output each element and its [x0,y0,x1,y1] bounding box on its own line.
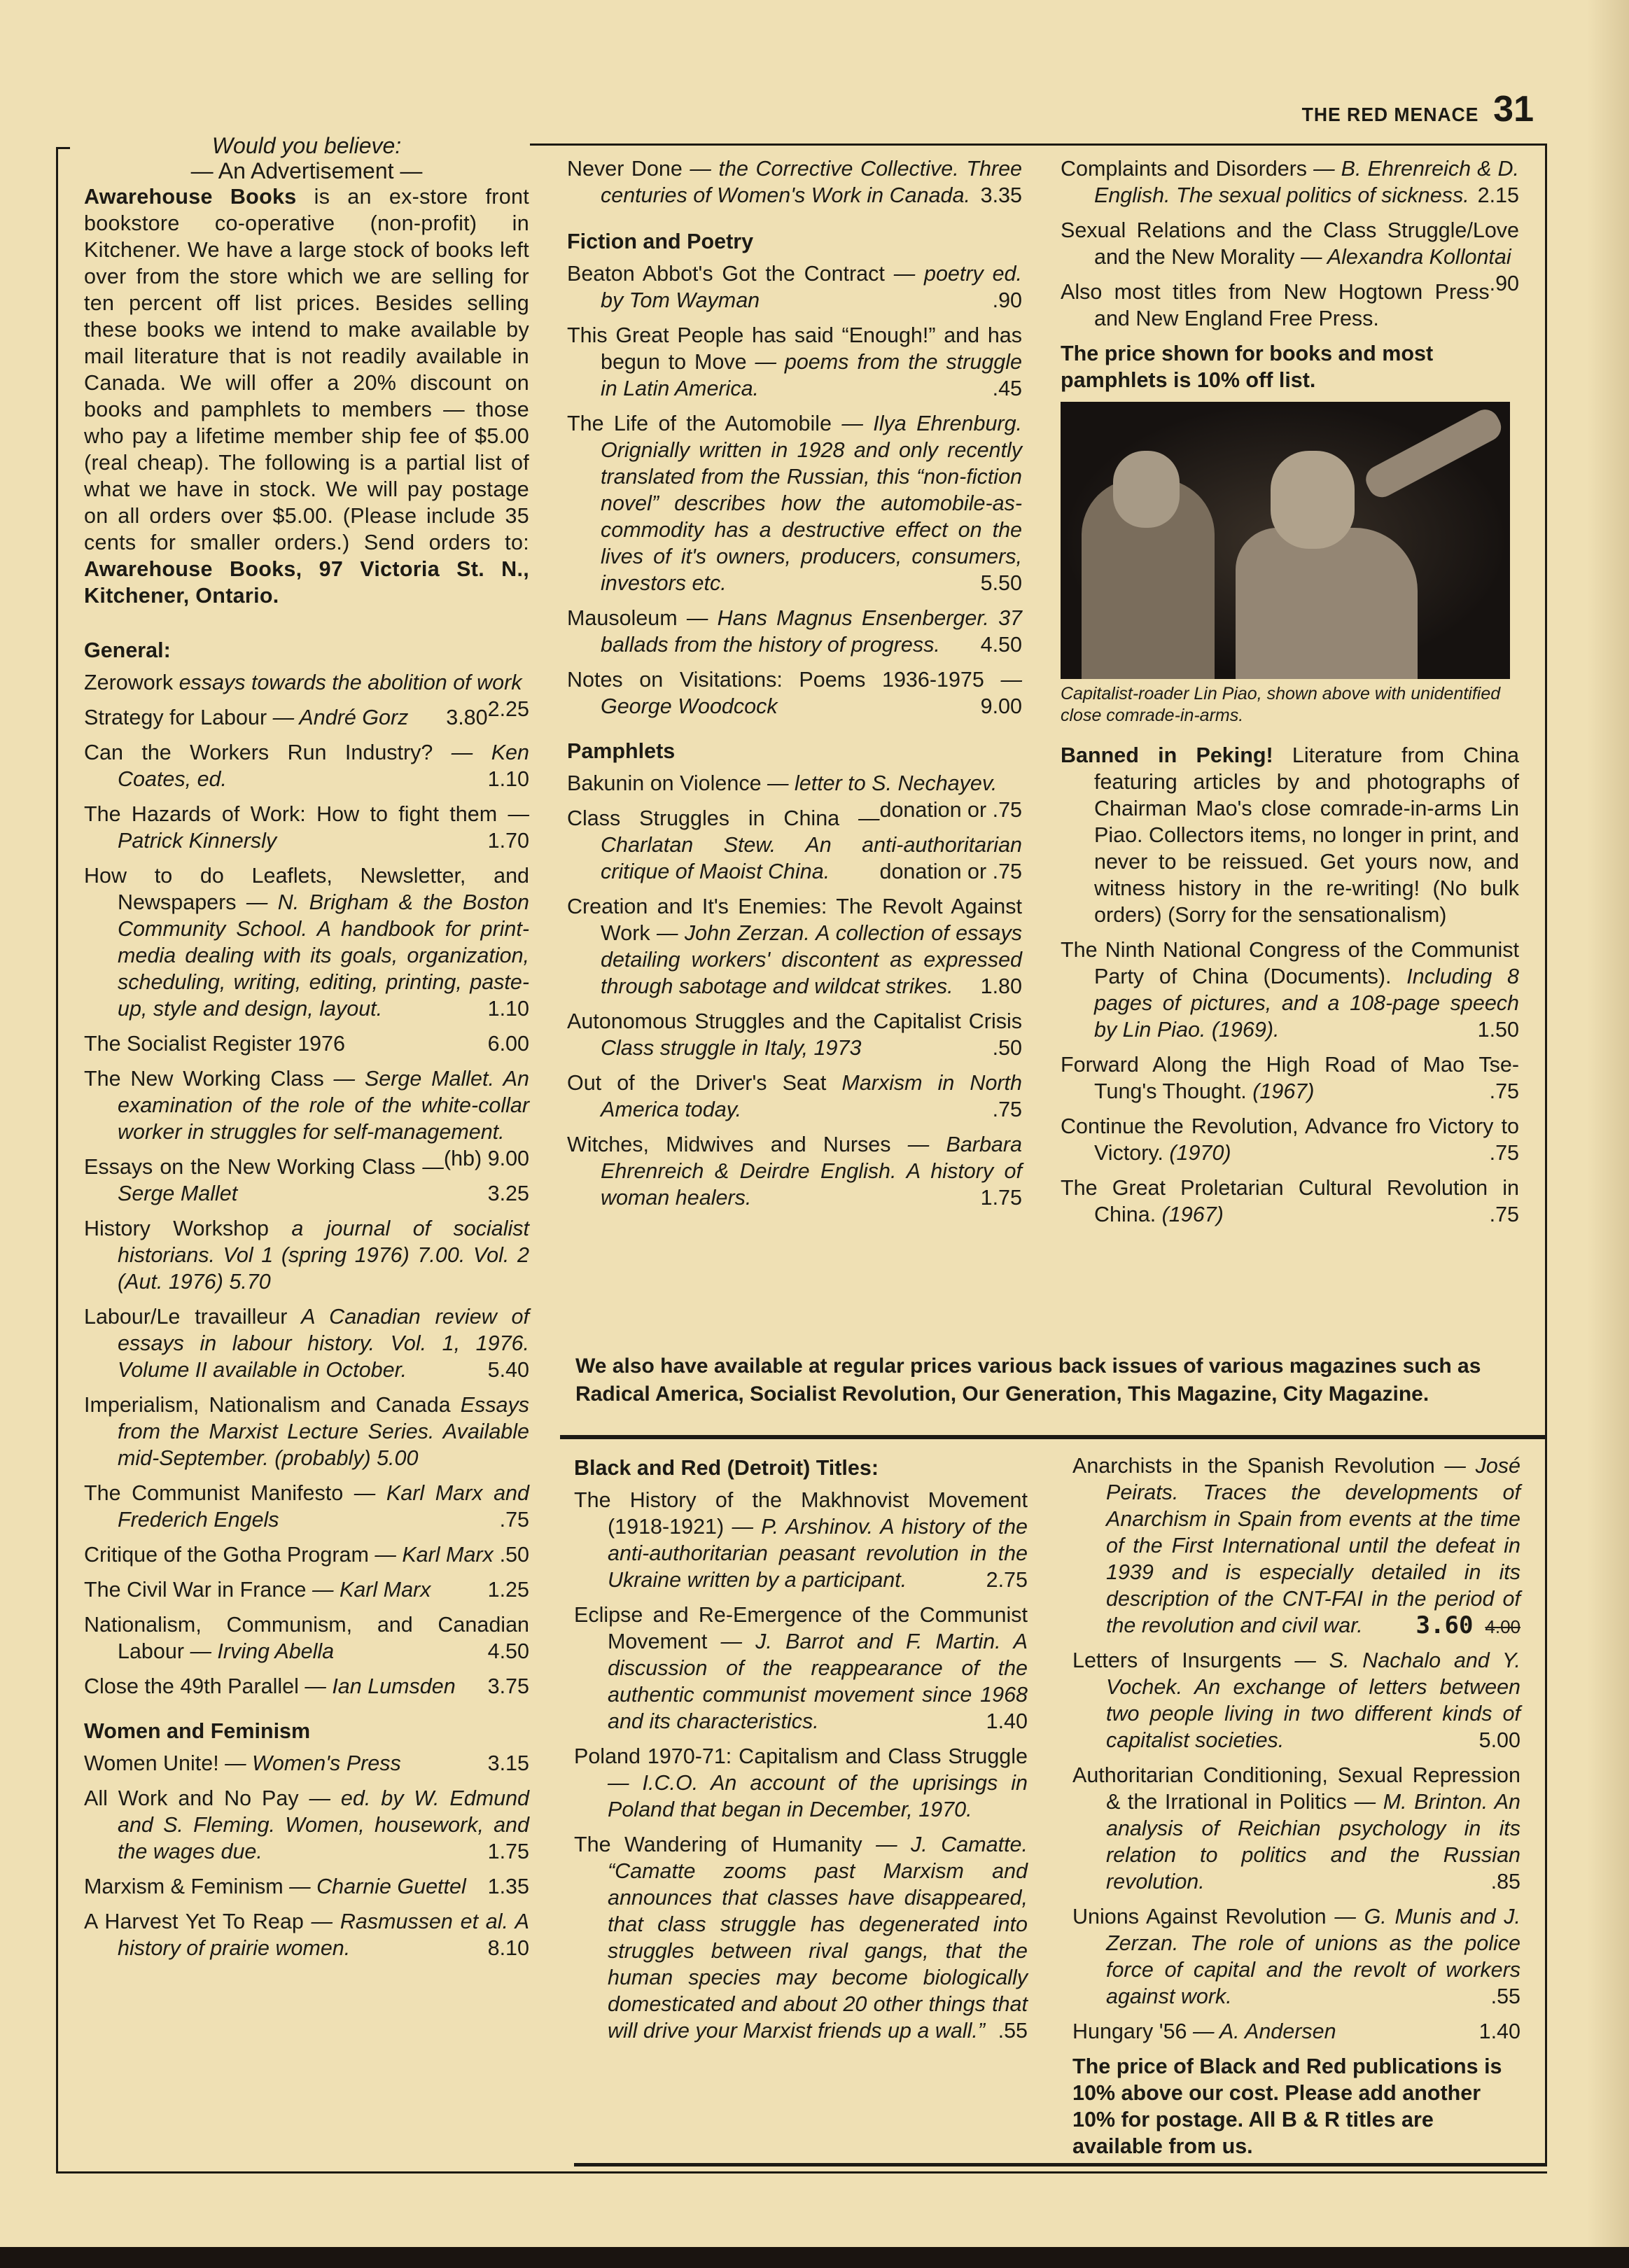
black-red-list [574,1487,1028,2044]
item-title: Critique of the Gotha Program [84,1543,369,1567]
item-price: 5.50 [980,571,1022,595]
item-title: Complaints and Disorders [1061,157,1308,181]
list-item [84,1611,529,1665]
item-desc: Including 8 pages of pictures, and a 108-page speech by Lin Piao. (1969). [1094,965,1520,1042]
list-item [84,1030,529,1057]
item-desc: — Karl Marx [306,1578,431,1602]
photo-caption: Capitalist-roader Lin Piao, shown above with unidentified close comrade-in-arms. [1061,684,1501,725]
item-title: Strategy for Labour [84,706,267,729]
intro-body: is an ex-store front bookstore co-operative (non-profit) in Kitchener. We have a large stock of books left over from the store which we are selling for ten percent off list prices. Besides selling these books we intend to make available by mail literature that is not readily available in Canada. We will offer a 20% discount on books and pamphlets to members — those who pay a lifetime member ship fee of $5.00 (real cheap). The following is a partial list of what we have in stock. We will pay postage on all orders over $5.00. (Please include 35 cents for smaller orders.) Send orders to: [84,185,529,554]
scan-bottom-band [0,2247,1629,2268]
frame-left-rule [56,147,58,2174]
list-item [84,1750,529,1777]
list-item-anarchists-spanish-revolution [1072,1452,1520,1639]
item-title: All Work and No Pay [84,1786,299,1810]
item-desc: Essays from the Marxist Lecture Series. Available mid-September. (probably) 5.00 [118,1393,530,1470]
advert-kicker: Would you believe: [211,133,402,158]
item-price: .55 [998,2019,1028,2043]
struck-price: 4.00 [1485,1616,1520,1637]
item-price: .50 [499,1543,529,1567]
item-desc: — Women's Press [218,1751,401,1775]
women-list [84,1750,529,1961]
item-desc: Marxism in North America today. [601,1071,1022,1121]
item-desc: — John Zerzan. A collection of essays detailing workers' discontent as expressed through sabotage and wildcat strikes. [601,921,1022,998]
item-price: 5.00 [1478,1728,1520,1752]
list-item [574,1831,1028,2044]
item-title: Women Unite! [84,1751,219,1775]
list-item [84,1873,529,1900]
item-desc: — A. Andersen [1187,2019,1336,2043]
item-desc: — George Woodcock [601,668,1022,718]
list-item [84,739,529,792]
list-item [567,410,1022,596]
item-title: Nationalism, Communism, and Canadian Labour [84,1613,529,1663]
page-number: 31 [1493,89,1534,130]
item-desc: — poetry ed. by Tom Wayman [601,262,1022,312]
item-price: donation or .75 [879,860,1022,883]
list-item [84,1908,529,1961]
list-item [84,1392,529,1471]
store-address: Awarehouse Books, 97 Victoria St. N., Kitchener, Ontario. [84,557,529,608]
general-list [84,669,529,1700]
item-desc: — Barbara Ehrenreich & Deirdre English. A history of woman healers. [601,1133,1022,1210]
item-price: 1.75 [487,1840,529,1863]
item-desc: a journal of socialist historians. Vol 1 (spring 1976) 7.00. Vol. 2 (Aut. 1976) 5.70 [118,1217,529,1294]
item-price: 3.75 [487,1674,529,1698]
list-item [567,893,1022,1000]
item-title: Witches, Midwives and Nurses [567,1133,891,1156]
item-title: Sexual Relations and the Class Struggle/Love and the New Morality [1061,218,1519,269]
list-item [574,1743,1028,1823]
black-red-list-continued [1072,1647,1520,2045]
item-desc: — P. Arshinov. A history of the anti-authoritarian peasant revolution in the Ukraine written by a participant. [608,1515,1028,1592]
item-title: The Communist Manifesto [84,1481,344,1505]
item-price: 9.00 [980,694,1022,718]
banned-heading: Banned in Peking! [1061,743,1273,767]
item-title: The Hazards of Work: How to fight them [84,802,498,826]
item-desc: — André Gorz [267,706,409,729]
list-item [84,1215,529,1295]
item-title: Notes on Visitations: Poems 1936-1975 [567,668,984,692]
item-desc: — Hans Magnus Ensenberger. 37 ballads from the history of progress. [601,606,1022,657]
item-title: The Civil War in France [84,1578,307,1602]
item-desc: — poems from the struggle in Latin America. [601,350,1022,400]
item-title: Autonomous Struggles and the Capitalist Crisis [567,1009,1022,1033]
section-divider-rule [560,1435,1547,1439]
china-list [1061,937,1519,1228]
item-price: 2.75 [986,1568,1028,1592]
photo-lin-piao-mao [1061,402,1510,679]
item-price: 1.50 [1477,1018,1519,1042]
item-desc: A Canadian review of essays in labour history. Vol. 1, 1976. Volume II available in October. [118,1305,529,1382]
list-item [567,155,1022,209]
fiction-list [567,260,1022,720]
photo-figure-right [1236,528,1418,679]
list-item [567,1131,1022,1211]
item-title: Bakunin on Violence [567,771,762,795]
item-title: How to do Leaflets, Newsletter, and Newspapers [84,864,529,914]
item-title: A Harvest Yet To Reap [84,1910,304,1933]
list-item [84,1303,529,1383]
list-item [1061,937,1519,1043]
section-heading-black-red: Black and Red (Detroit) Titles: [574,1456,879,1480]
item-desc: — S. Nachalo and Y. Vochek. An exchange of letters between two people living in two different kinds of capitalist societies. [1106,1648,1520,1752]
frame-right-rule [1545,144,1547,2163]
list-item [1072,1762,1520,1895]
item-title: Anarchists in the Spanish Revolution [1072,1454,1435,1478]
women-list-continued [567,155,1022,209]
page-header [1297,89,1534,130]
item-price: 1.35 [487,1875,529,1898]
list-item [574,1602,1028,1735]
item-price: 2.15 [1477,183,1519,207]
frame-bottom-rule [56,2171,1547,2174]
item-price: 5.40 [487,1358,529,1382]
photo-head-left [1113,451,1180,528]
item-desc: — Serge Mallet [118,1155,444,1205]
item-desc: — Charlatan Stew. An anti-authoritarian critique of Maoist China. [601,806,1022,883]
list-item [567,666,1022,720]
list-item [84,704,529,731]
list-item [1061,1175,1519,1228]
item-title: Imperialism, Nationalism and Canada [84,1393,451,1417]
section-heading-women: Women and Feminism [84,1719,311,1743]
item-price: 4.50 [487,1639,529,1663]
item-title: The Ninth National Congress of the Communist Party of China (Documents). [1061,938,1519,988]
section-heading-fiction: Fiction and Poetry [567,230,754,253]
item-title: The History of the Makhnovist Movement (1918-1921) [574,1488,1028,1539]
item-title: Can the Workers Run Industry? [84,741,433,764]
item-price: 2.25 [487,697,529,721]
list-item [1061,155,1519,209]
item-title: Letters of Insurgents [1072,1648,1282,1672]
item-title: Essays on the New Working Class [84,1155,416,1179]
item-desc: — Karl Marx and Frederich Engels [118,1481,529,1532]
item-desc: Class struggle in Italy, 1973 [601,1036,862,1060]
item-price: .85 [1490,1870,1520,1893]
item-title: The Great Proletarian Cultural Revolution in China. [1061,1176,1519,1226]
advert-subkicker: — An Advertisement — [190,158,423,183]
item-price: .75 [499,1508,529,1532]
section-heading-general: General: [84,638,171,662]
advert-intro [84,183,529,609]
pamphlets-list-continued [1061,155,1519,295]
list-item [567,1008,1022,1061]
item-title: Continue the Revolution, Advance fro Victory to Victory. [1061,1114,1519,1165]
item-desc: — M. Brinton. An analysis of Reichian psychology in its relation to politics and the Russian revolution. [1106,1790,1520,1893]
item-price: 1.10 [487,997,529,1021]
column-middle [567,155,1022,1219]
item-price: 3.15 [487,1751,529,1775]
item-desc: — J. Barrot and F. Martin. A discussion of the reappearance of the authentic communist movement since 1968 and its characteristics. [608,1630,1028,1733]
photo-pointing-arm [1361,405,1506,502]
item-title: History Workshop [84,1217,270,1240]
list-item [567,605,1022,658]
paper-edge-shadow [1587,0,1629,2268]
item-title: Forward Along the High Road of Mao Tse-Tung's Thought. [1061,1053,1519,1103]
item-desc: — G. Munis and J. Zerzan. The role of unions as the police force of capital and the revolt of workers against work. [1106,1905,1520,2008]
item-title: The Socialist Register 1976 [84,1032,345,1056]
item-desc: — Serge Mallet. An examination of the role of the white-collar worker in struggles for self-management. [118,1067,529,1144]
list-item [1061,217,1519,295]
item-desc: (1967) [1156,1203,1224,1226]
item-price: 1.40 [986,1709,1028,1733]
item-title: Hungary '56 [1072,2019,1187,2043]
column-right [1061,155,1519,1236]
item-title: Out of the Driver's Seat [567,1071,827,1095]
store-name: Awarehouse Books [84,185,297,209]
item-title: Never Done [567,157,683,181]
column-left [84,133,529,1970]
handwritten-price: 3.60 [1415,1611,1474,1639]
item-price: .50 [992,1036,1022,1060]
masthead: THE RED MENACE [1301,104,1479,125]
item-title: Authoritarian Conditioning, Sexual Repression & the Irrational in Politics [1072,1763,1520,1814]
list-item [574,1487,1028,1593]
item-desc: essays towards the abolition of work [173,671,522,694]
item-price: .55 [1490,1984,1520,2008]
item-price: 1.25 [487,1578,529,1602]
item-desc: — Ken Coates, ed. [118,741,529,791]
item-price: 3.35 [980,183,1022,207]
item-desc: — Alexandra Kollontai [1294,245,1511,269]
black-red-column-right [1072,1452,1520,2168]
list-item [84,801,529,854]
item-price: donation or .75 [879,798,1022,822]
item-desc: — J. Camatte. “Camatte zooms past Marxism and announces that classes have disappeared, that class struggle has degenerated into struggles between rival gangs, that the human species may become biologically domesticated and about 20 other things that will drive your Marxist friends up a wall.” [608,1833,1028,2043]
item-title: The Life of the Automobile [567,412,832,435]
list-item [567,322,1022,402]
item-title: The New Working Class [84,1067,324,1091]
item-title: Class Struggles in China [567,806,840,830]
list-item [1072,1647,1520,1754]
item-price: .75 [1489,1141,1519,1165]
list-item [84,1785,529,1865]
item-price: 1.80 [980,974,1022,998]
list-item [1072,1903,1520,2010]
item-price: .45 [992,377,1022,400]
list-item [567,1070,1022,1123]
item-desc: — Ilya Ehrenburg. Orignially written in 1928 and only recently translated from the Russian, this “non-fiction novel” describes how the automobile-as-commodity has a destructive effect on the lives of it's owners, producers, consumers, investors etc. [601,412,1023,595]
item-title: The Wandering of Humanity [574,1833,862,1856]
item-price: 1.40 [1478,2019,1520,2043]
list-item [1061,1051,1519,1105]
item-desc: — Karl Marx [368,1543,494,1567]
item-title: Zerowork [84,671,174,694]
frame-top-left-tick [56,147,70,149]
item-title: This Great People has said “Enough!” and has begun to Move [567,323,1022,374]
list-item [84,1480,529,1533]
item-price: 4.50 [980,633,1022,657]
banned-in-peking [1061,742,1519,928]
item-desc: — Patrick Kinnersly [118,802,529,853]
item-desc: — ed. by W. Edmund and S. Fleming. Women, housework, and the wages due. [118,1786,529,1863]
item-price: .75 [992,1098,1022,1121]
item-price: .90 [992,288,1022,312]
item-desc: (1970) [1163,1141,1231,1165]
header-rule [530,144,1546,146]
item-price: 1.10 [487,767,529,791]
item-price: 3.25 [487,1182,529,1205]
item-desc: — B. Ehrenreich & D. English. The sexual politics of sickness. [1094,157,1519,207]
item-desc: — letter to S. Nechayev. [761,771,998,795]
item-desc: — the Corrective Collective. Three centuries of Women's Work in Canada. [601,157,1022,207]
item-price: 1.75 [980,1186,1022,1210]
item-price: .75 [1489,1079,1519,1103]
black-red-column-left [574,1449,1028,2052]
list-item [84,1541,529,1568]
item-title: Eclipse and Re-Emergence of the Communist Movement [574,1603,1028,1653]
list-item [84,1673,529,1700]
pamphlets-list [567,770,1022,1211]
price-note-books: The price shown for books and most pamphlets is 10% off list. [1061,342,1434,392]
item-title: Labour/Le travailleur [84,1305,288,1329]
list-item [84,1576,529,1603]
banned-body: Literature from China featuring articles by and photographs of Chairman Mao's close comrade-in-arms Lin Piao. Collectors items, no longer in print, and never to be reissued. Get yours now, and witness history in the re-writing! (No bulk orders) (Sorry for the sensationalism) [1094,743,1519,927]
item-desc: — I.C.O. An account of the uprisings in Poland that began in December, 1970. [608,1771,1028,1821]
price-note-black-red: The price of Black and Red publications is 10% above our cost. Please add another 10% for postage. All B & R titles are available from us. [1072,2054,1502,2158]
item-desc: — José Peirats. Traces the developments of Anarchism in Spain from events at the time of the First International until the defeat in 1939 and is especially detailed in its description of the CNT-FAI in the period of the revolution and civil war. [1106,1454,1520,1637]
item-title: Marxism & Feminism [84,1875,284,1898]
item-price: 8.10 [487,1936,529,1960]
item-title: Unions Against Revolution [1072,1905,1327,1928]
section-heading-pamphlets: Pamphlets [567,739,676,763]
item-desc: — Charnie Guettel [283,1875,466,1898]
item-title: Close the 49th Parallel [84,1674,299,1698]
item-price: .90 [1489,272,1519,295]
list-item [1072,2018,1520,2045]
item-price: 3.80 [446,706,488,729]
item-price [1416,1612,1520,1640]
item-title: Mausoleum [567,606,678,630]
list-item [567,260,1022,314]
photo-head-right [1271,451,1355,549]
list-item [84,862,529,1022]
also-titles-note: Also most titles from New Hogtown Press and New England Free Press. [1061,280,1490,330]
item-price: 6.00 [487,1032,529,1056]
item-price: 1.70 [487,829,529,853]
item-desc: (1967) [1246,1079,1315,1103]
list-item [1061,1113,1519,1166]
magazines-note: We also have available at regular prices various back issues of various magazines such as Radical America, Socialist Revolution, Our Generation, This Magazine, City Magazine. [575,1354,1481,1406]
item-price: .75 [1489,1203,1519,1226]
item-desc: — Irving Abella [183,1639,335,1663]
item-desc: — Rasmussen et al. A history of prairie women. [118,1910,529,1960]
item-desc: — Ian Lumsden [298,1674,456,1698]
item-title: Creation and It's Enemies: The Revolt Against Work [567,895,1022,945]
item-desc: — N. Brigham & the Boston Community School. A handbook for print-media dealing with its goals, organization, scheduling, writing, editing, printing, paste-up, style and design, layout. [118,890,529,1021]
item-title: Beaton Abbot's Got the Contract [567,262,885,286]
item-title: Poland 1970-71: Capitalism and Class Struggle [574,1744,1028,1768]
item-price: (hb) 9.00 [443,1147,529,1170]
